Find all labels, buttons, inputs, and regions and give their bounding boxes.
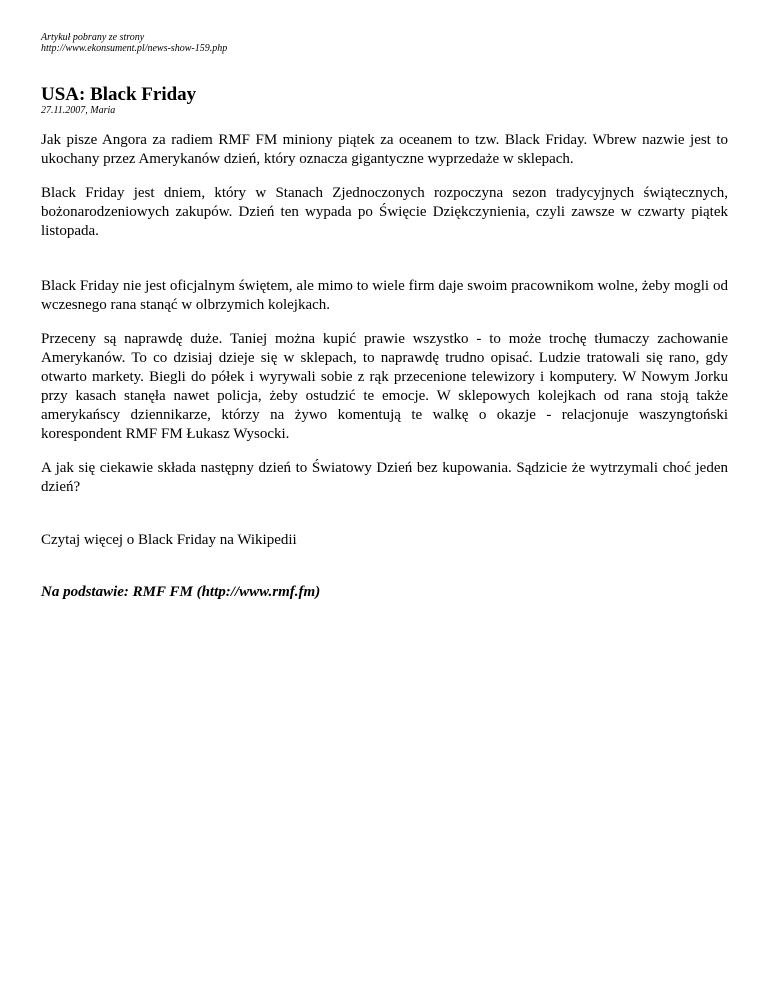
paragraph-discounts: Przeceny są naprawdę duże. Taniej można kupić prawie wszystko - to może trochę tłumaczy zachowanie Amerykanów. To co dzisiaj dzieje się w sklepach, to naprawdę trudno opisać. Ludzie tratowali się rano, gdy otwarto markety. Biegli do półek i wyrywali sobie z rąk przecenione telewizory i komputery. W Nowym Jorku przy kasach stanęła nawet policja, żeby ostudzić te emocje. W sklepowych kolejkach od rana stoją także amerykańscy dziennikarze, którzy na żywo komentują te walkę o okazje - relacjonuje waszyngtoński korespondent RMF FM Łukasz Wysocki. — [41, 331, 728, 442]
source-credit: Na podstawie: RMF FM (http://www.rmf.fm) — [41, 584, 321, 600]
article-title: USA: Black Friday — [41, 84, 197, 105]
source-label: Artykuł pobrany ze strony — [41, 32, 145, 43]
source-note — [41, 32, 728, 54]
source-url: http://www.ekonsument.pl/news-show-159.php — [41, 43, 228, 54]
document-page — [41, 0, 728, 602]
wikipedia-more-link[interactable]: Czytaj więcej o Black Friday na Wikipedii — [41, 532, 297, 548]
paragraph-intro: Jak pisze Angora za radiem RMF FM miniony piątek za oceanem to tzw. Black Friday. Wbrew nazwie jest to ukochany przez Amerykanów dzień, który oznacza gigantyczne wyprzedaże w sklepach. — [41, 132, 728, 167]
paragraph-holiday: Black Friday nie jest oficjalnym świętem, ale mimo to wiele firm daje swoim pracownikom wolne, żeby mogli od wczesnego rana stanąć w olbrzymich kolejkach. — [41, 278, 728, 313]
paragraph-definition: Black Friday jest dniem, który w Stanach Zjednoczonych rozpoczyna sezon tradycyjnych świątecznych, bożonarodzeniowych zakupów. Dzień ten wypada po Święcie Dziękczynienia, czyli zawsze w czwarty piątek listopada. — [41, 185, 728, 239]
paragraph-buy-nothing-day: A jak się ciekawie składa następny dzień to Światowy Dzień bez kupowania. Sądzicie że wytrzymali choć jeden dzień? — [41, 460, 728, 495]
article-date-author: 27.11.2007, Maria — [41, 105, 116, 116]
